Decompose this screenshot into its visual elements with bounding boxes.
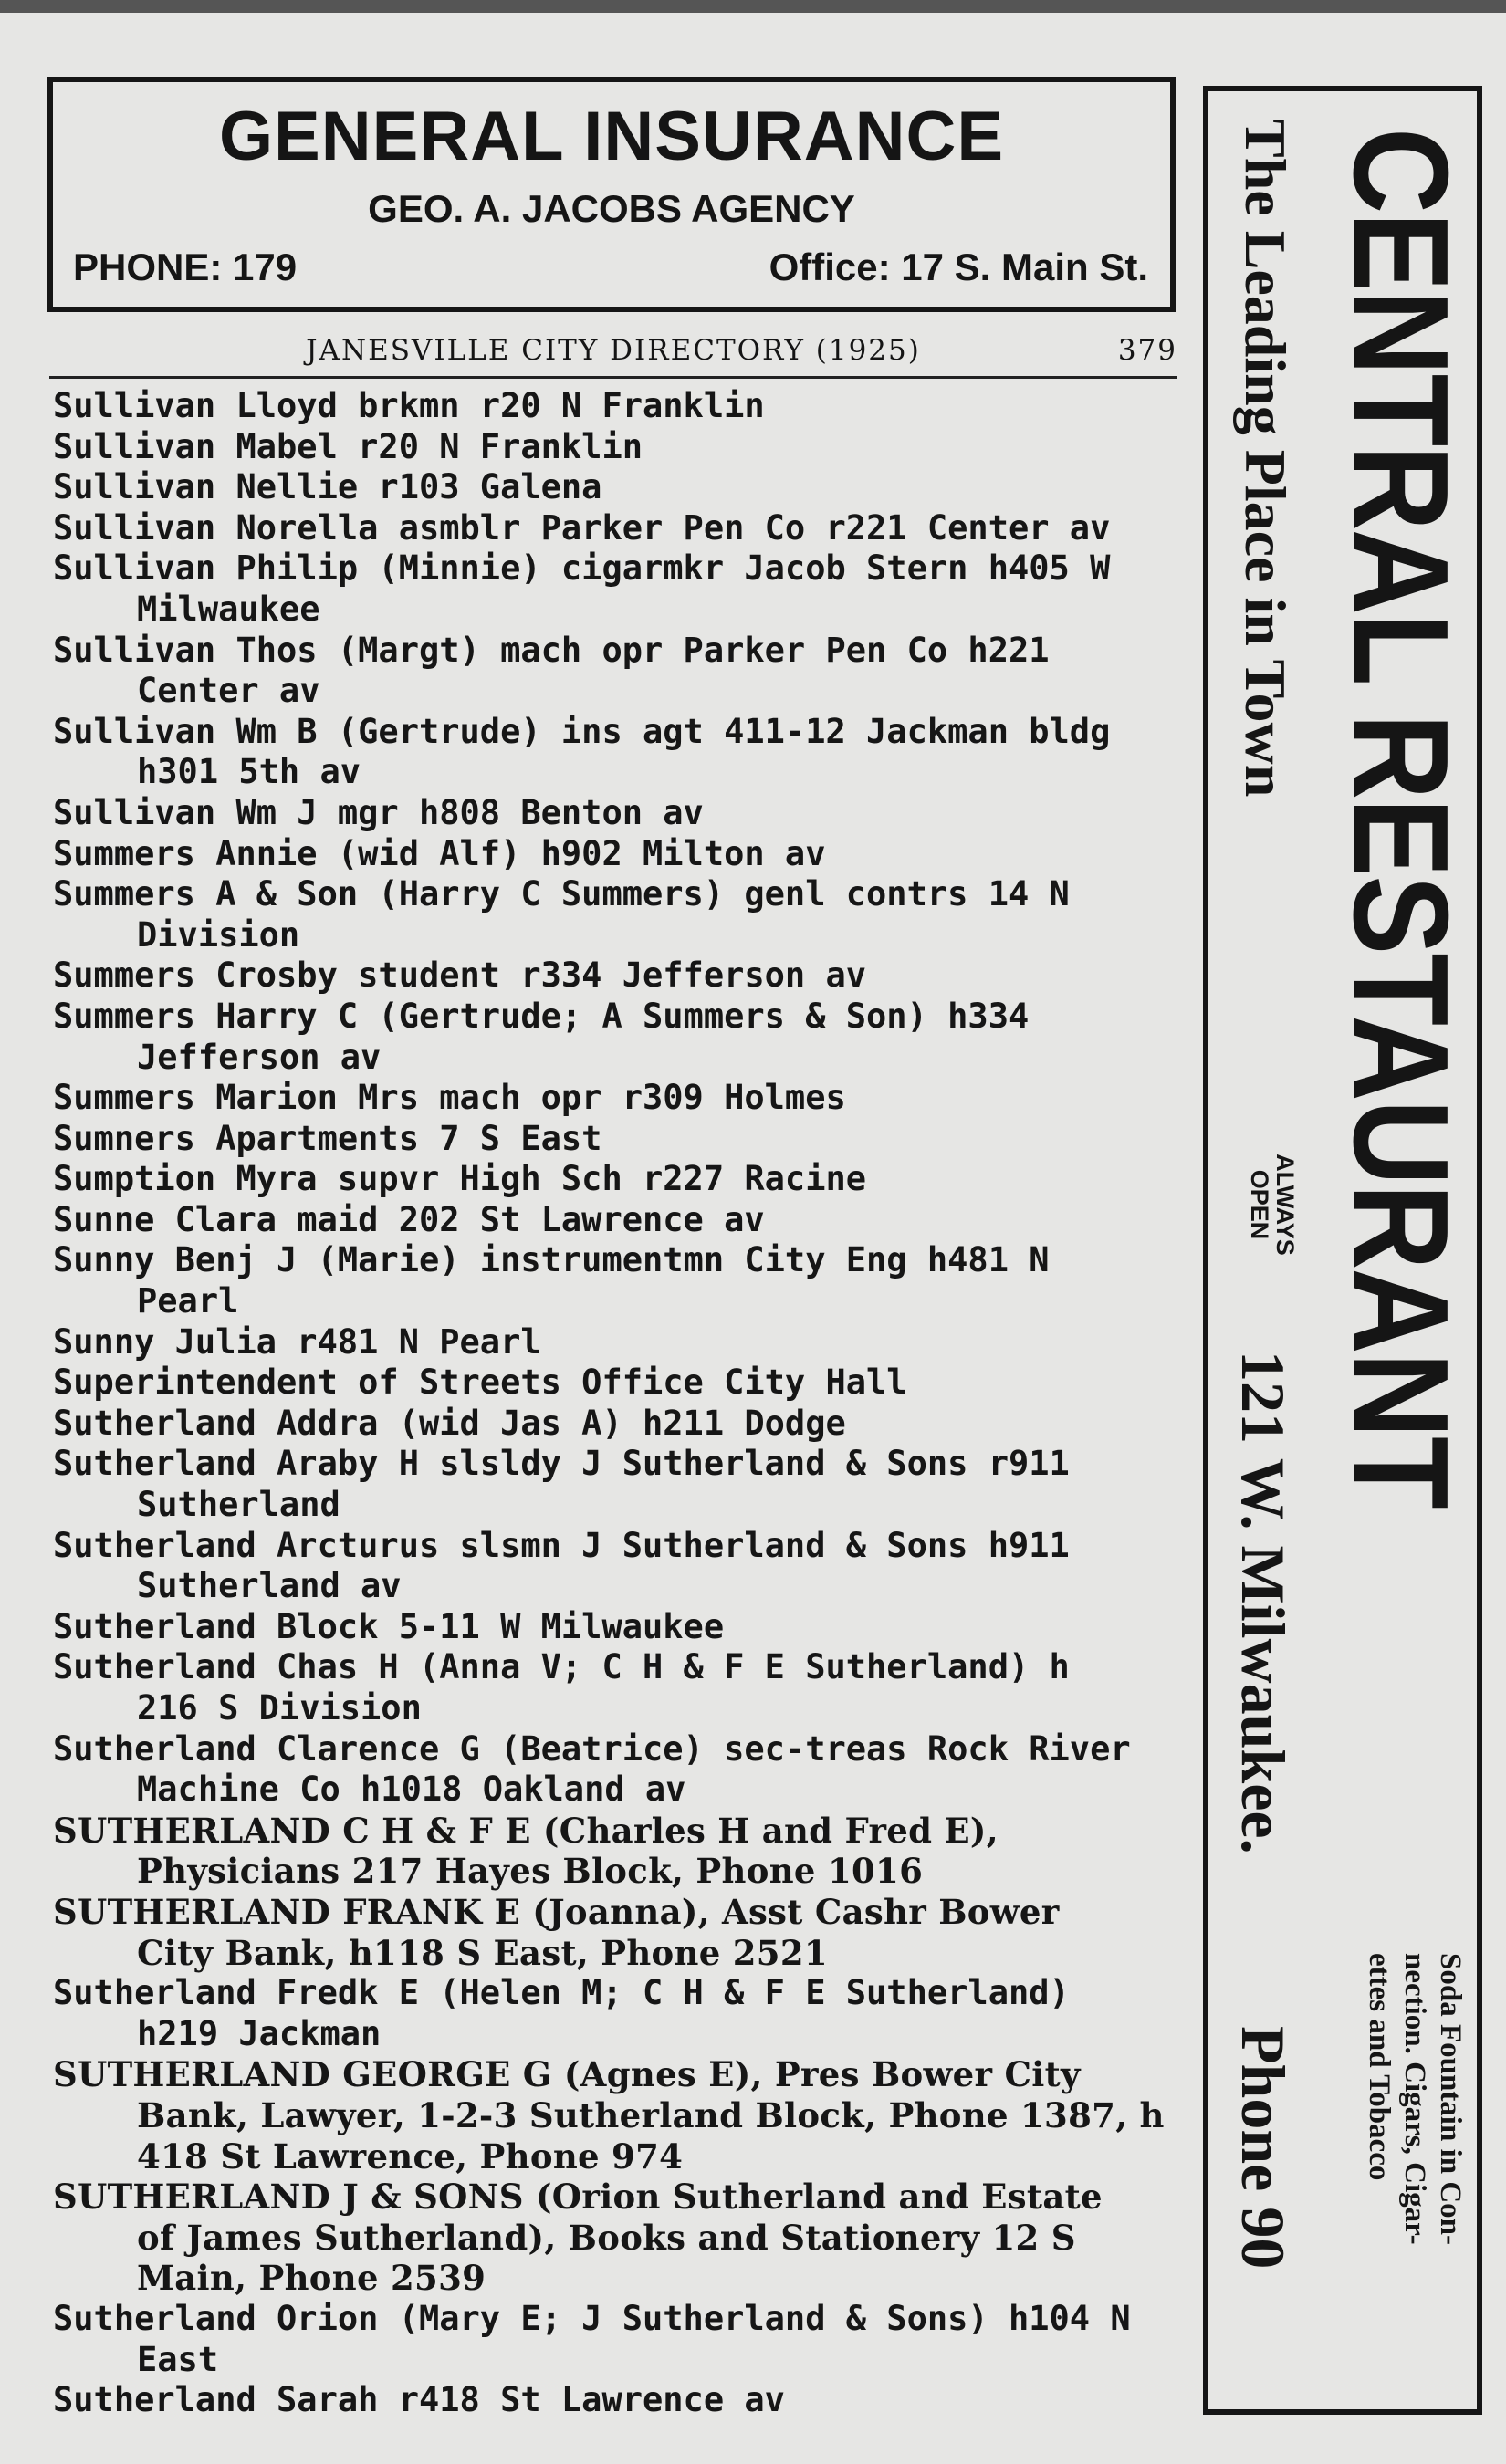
entry-continuation-line: Main, Phone 2539	[137, 2258, 486, 2299]
directory-entry	[53, 712, 1185, 793]
entry-line: Sullivan Norella asmblr Parker Pen Co r221 Center av	[53, 507, 1111, 548]
entry-line: Sutherland Chas H (Anna V; C H & F E Sutherland) h	[53, 1647, 1070, 1687]
entry-line: Sunny Benj J (Marie) instrumentmn City Eng h481 N	[53, 1240, 1050, 1280]
directory-entry	[53, 1647, 1185, 1728]
entry-line: Sutherland Addra (wid Jas A) h211 Dodge	[53, 1403, 846, 1443]
directory-entry	[53, 1159, 1185, 1200]
restaurant-address: 121 W. Milwaukee.	[1229, 1351, 1298, 1854]
entry-line: Sullivan Lloyd brkmn r20 N Franklin	[53, 386, 765, 425]
entry-line: Sullivan Mabel r20 N Franklin	[53, 426, 643, 466]
page-top-edge	[0, 0, 1506, 13]
entry-continuation-line: Bank, Lawyer, 1-2-3 Sutherland Block, Phone 1387, h	[137, 2094, 1165, 2135]
directory-entry	[53, 631, 1185, 712]
restaurant-tagline: The Leading Place in Town	[1233, 119, 1298, 798]
entry-line: SUTHERLAND J & SONS (Orion Sutherland and Estate	[53, 2177, 1103, 2218]
entry-line: SUTHERLAND GEORGE G (Agnes E), Pres Bower City	[53, 2054, 1081, 2095]
directory-entry	[53, 1973, 1185, 2054]
directory-entry	[53, 1363, 1185, 1404]
entry-continuation-line: Pearl	[137, 1281, 239, 1321]
directory-entry	[53, 508, 1185, 549]
entry-continuation-line: Division	[137, 914, 300, 955]
directory-entry	[53, 1240, 1185, 1321]
restaurant-advertisement	[1203, 86, 1482, 2415]
entry-continuation-line: h219 Jackman	[137, 2013, 382, 2053]
entry-line: Sullivan Thos (Margt) mach opr Parker Pen Co h221	[53, 630, 1050, 670]
directory-entry	[53, 386, 1185, 427]
restaurant-phone: Phone 90	[1229, 2026, 1298, 2270]
entry-line: Sullivan Wm B (Gertrude) ins agt 411-12 Jackman bldg	[53, 711, 1111, 751]
restaurant-extras-line-1: Soda Fountain in Con-	[1434, 1953, 1467, 2246]
directory-entry	[53, 1444, 1185, 1525]
entry-line: Summers A & Son (Harry C Summers) genl contrs 14 N	[53, 874, 1070, 914]
entry-line: Sumners Apartments 7 S East	[53, 1118, 602, 1158]
entry-line: Superintendent of Streets Office City Hall	[53, 1363, 907, 1403]
entry-continuation-line: Sutherland	[137, 1485, 340, 1525]
directory-entry	[53, 1078, 1185, 1119]
directory-entry-business	[53, 1811, 1185, 1892]
insurance-headline: GENERAL INSURANCE	[218, 98, 1005, 175]
entry-continuation-line: City Bank, h118 S East, Phone 2521	[137, 1932, 828, 1973]
directory-entry	[53, 548, 1185, 630]
directory-entry	[53, 427, 1185, 468]
entry-continuation-line: 216 S Division	[137, 1688, 422, 1728]
entry-continuation-line: 418 St Lawrence, Phone 974	[137, 2135, 684, 2177]
restaurant-name: CENTRAL RESTAURANT	[1325, 128, 1476, 1508]
entry-line: Sutherland Fredk E (Helen M; C H & F E Sutherland)	[53, 1973, 1070, 2013]
directory-entry	[53, 793, 1185, 834]
directory-entry	[53, 1729, 1185, 1811]
entry-continuation-line: h301 5th av	[137, 752, 361, 792]
entry-line: Sumption Myra supvr High Sch r227 Racine	[53, 1159, 867, 1199]
entry-line: Sullivan Wm J mgr h808 Benton av	[53, 792, 704, 832]
entry-line: Summers Annie (wid Alf) h902 Milton av	[53, 833, 826, 873]
directory-entry	[53, 1404, 1185, 1445]
directory-entry	[53, 955, 1185, 997]
restaurant-ad-rotated-content	[1208, 91, 1477, 2409]
entry-line: Sutherland Arcturus slsmn J Sutherland & Sons h911	[53, 1525, 1070, 1565]
entry-line: Sullivan Philip (Minnie) cigarmkr Jacob Stern h405 W	[53, 548, 1111, 589]
directory-entry	[53, 834, 1185, 875]
entry-continuation-line: Sutherland av	[137, 1566, 402, 1606]
entry-continuation-line: of James Sutherland), Books and Stationery 12 S	[137, 2217, 1076, 2258]
entry-continuation-line: East	[137, 2339, 219, 2379]
insurance-agency-name: GEO. A. JACOBS AGENCY	[368, 187, 855, 230]
entry-line: Sutherland Block 5-11 W Milwaukee	[53, 1606, 725, 1646]
directory-entry	[53, 1607, 1185, 1648]
directory-entry	[53, 874, 1185, 955]
page-number: 379	[1117, 334, 1177, 367]
entry-continuation-line: Jefferson av	[137, 1037, 382, 1077]
directory-entry-business	[53, 1892, 1185, 1973]
directory-entry-business	[53, 2054, 1185, 2177]
entry-line: Summers Marion Mrs mach opr r309 Holmes	[53, 1078, 846, 1118]
running-head	[49, 330, 1177, 379]
directory-entry	[53, 2299, 1185, 2380]
entry-line: Sutherland Orion (Mary E; J Sutherland & Sons) h104 N	[53, 2298, 1131, 2338]
directory-entry-business	[53, 2177, 1185, 2299]
entry-line: Summers Crosby student r334 Jefferson av	[53, 955, 867, 996]
restaurant-extras-line-2: nection. Cigars, Cigar-	[1398, 1953, 1432, 2245]
directory-entry	[53, 467, 1185, 508]
insurance-office-address: Office: 17 S. Main St.	[769, 245, 1148, 288]
directory-entry	[53, 2380, 1185, 2421]
entry-line: Sutherland Sarah r418 St Lawrence av	[53, 2380, 785, 2420]
insurance-phone: PHONE: 179	[73, 245, 298, 288]
entry-line: Sunne Clara maid 202 St Lawrence av	[53, 1199, 765, 1239]
entry-line: Sutherland Araby H slsldy J Sutherland & Sons r911	[53, 1444, 1070, 1484]
directory-entry	[53, 1200, 1185, 1241]
entry-line: Sunny Julia r481 N Pearl	[53, 1321, 541, 1362]
directory-entry	[53, 997, 1185, 1078]
entry-continuation-line: Physicians 217 Hayes Block, Phone 1016	[137, 1851, 924, 1892]
entry-line: SUTHERLAND FRANK E (Joanna), Asst Cashr Bower	[53, 1891, 1060, 1932]
entry-line: Sullivan Nellie r103 Galena	[53, 467, 602, 507]
entry-continuation-line: Milwaukee	[137, 589, 320, 629]
directory-title: JANESVILLE CITY DIRECTORY (1925)	[306, 334, 921, 367]
entry-continuation-line: Machine Co h1018 Oakland av	[137, 1770, 686, 1810]
insurance-advertisement	[47, 77, 1176, 312]
directory-entry	[53, 1322, 1185, 1363]
entry-line: Sutherland Clarence G (Beatrice) sec-treas Rock River	[53, 1728, 1131, 1769]
restaurant-extras-line-3: ettes and Tobacco	[1363, 1953, 1396, 2181]
entry-line: Summers Harry C (Gertrude; A Summers & Son) h334	[53, 996, 1030, 1036]
directory-entry	[53, 1526, 1185, 1607]
directory-entry	[53, 1119, 1185, 1160]
directory-listing	[53, 386, 1185, 2421]
entry-line: SUTHERLAND C H & F E (Charles H and Fred E),	[53, 1810, 999, 1851]
restaurant-hours-line-2: OPEN	[1245, 1169, 1273, 1240]
restaurant-hours	[1246, 1141, 1298, 1269]
entry-continuation-line: Center av	[137, 671, 320, 711]
restaurant-extras	[1361, 1953, 1468, 2354]
restaurant-hours-line-1: ALWAYS	[1271, 1154, 1299, 1256]
